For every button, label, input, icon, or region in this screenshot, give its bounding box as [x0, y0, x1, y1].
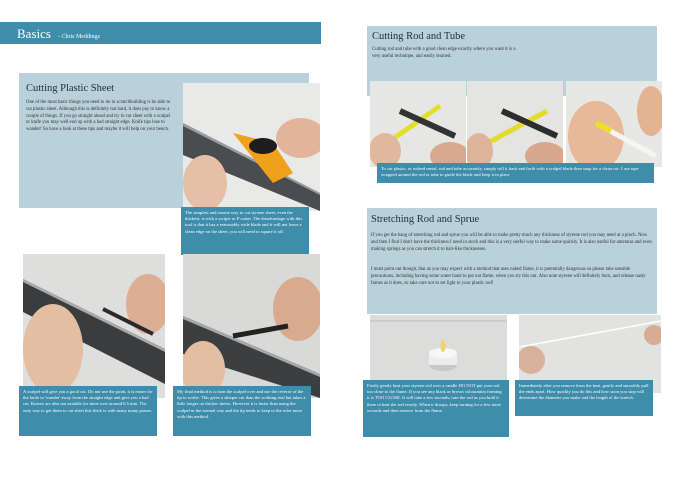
page-header-bar — [0, 22, 321, 44]
stretching-p1: If you get the hang of stretching rod and sprue you will be able to make pretty much any thickness of styrene rod you may need at a pinch. Now and then I find I don't have the thickness I need in stock and this is a very useful way to make some quickly. It is also useful for antennas and even making springs as you can stretch it to hair-like thicknesses. — [371, 233, 652, 252]
caption-candle: Firstly gently heat your styrene rod over a candle DO NOT put your rod too close to the flame. If you see any black or brown colouration forming it is TOO CLOSE. It will take a few seconds, turn the rod as you hold it there to heat the rod evenly. When it droops, keep turning for a few more seconds and then remove from the flame. — [363, 380, 509, 437]
stretching-p2: I must point out though, that as you may expect with a method that uses naked flame, it is potentially dangerous so please take sensible precautions, including having some water hand to put out flame, when you try this out. Also note styrene will definitely burn, and release nasty fumes as it does, so take care not to set light to your plastic rod! — [371, 267, 646, 286]
caption-stretch: Immediately after you remove from the heat, gently and smoothly pull the ends apart. How quickly you do this and how soon you stop will determine the diameter you make and the length of the stretch. — [515, 380, 653, 416]
photo-reverse-scribe — [183, 254, 320, 398]
cutting-rod-intro: Cutting rod and tube with a good clean edge exactly where you want it is a very useful technique, and easily learned. — [372, 47, 516, 59]
cutting-sheet-title: Cutting Plastic Sheet — [26, 83, 115, 94]
cutting-sheet-intro: One of the most basic things you need to do in scratchbuilding is be able to cut plastic sheet. Although this is definitely not hard, it does pay to know a couple of things. If you go straight ahead and try to cut sheet with a scalpel or knife you may well end up with a bad straight edge. Knife tips lose to wander! So have a look at these tips and maybe it will help on your bench. — [26, 100, 171, 133]
stretching-title: Stretching Rod and Sprue — [371, 214, 480, 225]
photo-rod-roll-2 — [467, 81, 563, 167]
caption-scalpel: A scalpel will give you a good cut. Do not use the point, it is easier for the knife to 'wander' away from the straight edge and give you a bad cut. Knives are also not suitable for sheet over around 0.5 mm. The only way to get them to cut sheet this thick is with many many passes. — [19, 386, 157, 436]
header-title: Basics — [17, 26, 51, 41]
header-author: - Chris Meddings — [57, 34, 100, 40]
photo-rod-snap — [566, 81, 662, 167]
caption-cutter: The simplest and easiest way to cut styrene sheet, even the thickest, is with a scriper or P cutter. The disadvantage with this tool is that it has a reasonably wide blade and it will not leave a clean edge on the sheet, you will need to square it off. — [181, 207, 309, 255]
photo-scalpel-cut — [23, 254, 165, 398]
cutting-rod-title: Cutting Rod and Tube — [372, 31, 466, 42]
photo-rod-roll-1 — [370, 81, 466, 167]
caption-rod-cut: To cut plastic, or indeed metal, rod and tube accurately, simply roll it back and forth with a scalpel blade then snap for a clean cut. I use tape wrapped around the rod or tube to guide the blade and keep it in place — [377, 163, 654, 183]
caption-reverse-scribe: My final method is to turn the scalpel over and use the reverse of the tip to scribe. This gives a sharper cut than the scribing tool but takes a little longer on thicker sheets. However it is faster than using the scalpel in the normal way and the tip tends to keep to the ruler more with this method. — [173, 386, 311, 436]
photo-cutter-on-ruler — [183, 83, 320, 211]
